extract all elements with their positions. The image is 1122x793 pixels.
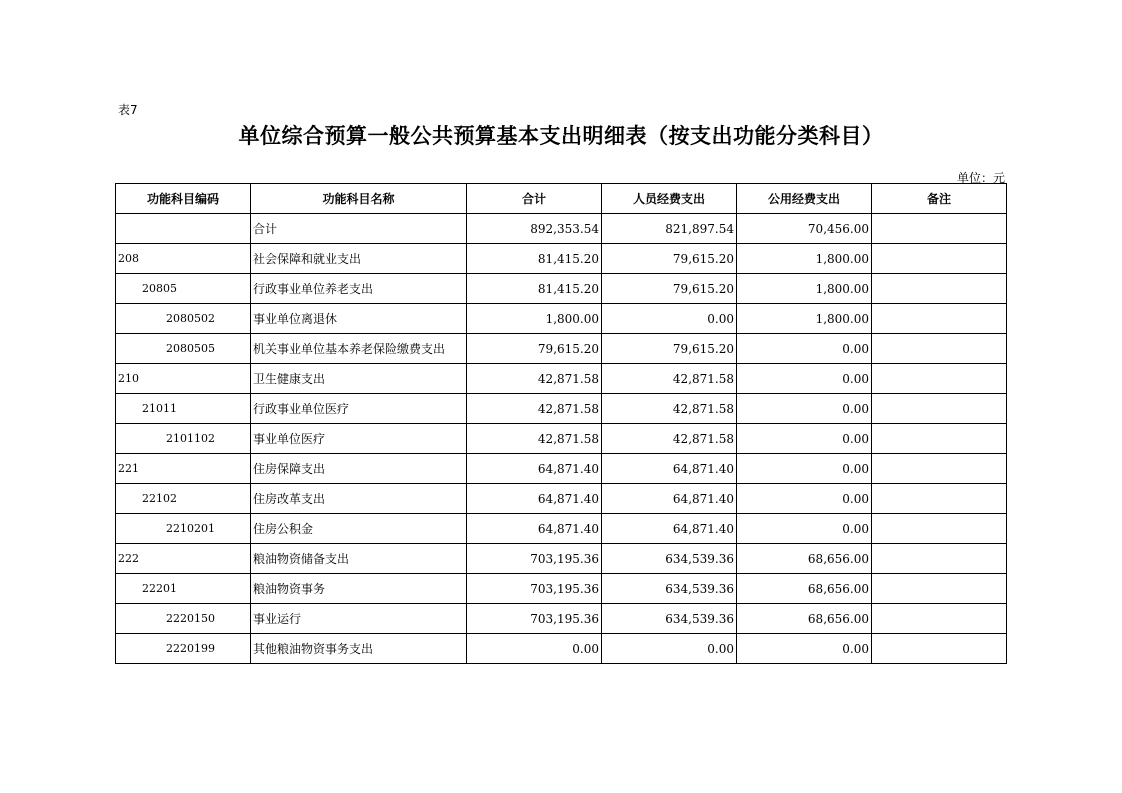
public-cell: 0.00 bbox=[737, 454, 872, 484]
code-cell: 2210201 bbox=[116, 514, 251, 544]
name-cell: 住房改革支出 bbox=[251, 484, 467, 514]
table-row bbox=[116, 364, 1007, 394]
personnel-cell: 821,897.54 bbox=[602, 214, 737, 244]
code-cell: 22201 bbox=[116, 574, 251, 604]
public-cell: 68,656.00 bbox=[737, 544, 872, 574]
note-cell bbox=[872, 514, 1007, 544]
table-row bbox=[116, 634, 1007, 664]
total-cell: 703,195.36 bbox=[467, 544, 602, 574]
name-cell: 合计 bbox=[251, 214, 467, 244]
public-cell: 1,800.00 bbox=[737, 244, 872, 274]
public-cell: 68,656.00 bbox=[737, 604, 872, 634]
public-cell: 1,800.00 bbox=[737, 274, 872, 304]
public-cell: 0.00 bbox=[737, 424, 872, 454]
table-row bbox=[116, 274, 1007, 304]
note-cell bbox=[872, 604, 1007, 634]
header-name: 功能科目名称 bbox=[251, 184, 467, 214]
note-cell bbox=[872, 334, 1007, 364]
header-note: 备注 bbox=[872, 184, 1007, 214]
note-cell bbox=[872, 484, 1007, 514]
personnel-cell: 64,871.40 bbox=[602, 514, 737, 544]
personnel-cell: 64,871.40 bbox=[602, 454, 737, 484]
note-cell bbox=[872, 304, 1007, 334]
total-cell: 79,615.20 bbox=[467, 334, 602, 364]
code-cell: 2080502 bbox=[116, 304, 251, 334]
public-cell: 0.00 bbox=[737, 484, 872, 514]
total-cell: 81,415.20 bbox=[467, 244, 602, 274]
personnel-cell: 634,539.36 bbox=[602, 574, 737, 604]
table-body bbox=[116, 214, 1007, 664]
table-row bbox=[116, 214, 1007, 244]
header-code: 功能科目编码 bbox=[116, 184, 251, 214]
code-cell: 21011 bbox=[116, 394, 251, 424]
note-cell bbox=[872, 424, 1007, 454]
total-cell: 892,353.54 bbox=[467, 214, 602, 244]
header-row bbox=[116, 184, 1007, 214]
name-cell: 社会保障和就业支出 bbox=[251, 244, 467, 274]
note-cell bbox=[872, 574, 1007, 604]
note-cell bbox=[872, 244, 1007, 274]
code-cell: 210 bbox=[116, 364, 251, 394]
personnel-cell: 42,871.58 bbox=[602, 364, 737, 394]
header-personnel: 人员经费支出 bbox=[602, 184, 737, 214]
name-cell: 行政事业单位养老支出 bbox=[251, 274, 467, 304]
total-cell: 1,800.00 bbox=[467, 304, 602, 334]
note-cell bbox=[872, 214, 1007, 244]
header-public: 公用经费支出 bbox=[737, 184, 872, 214]
code-cell: 2220150 bbox=[116, 604, 251, 634]
total-cell: 703,195.36 bbox=[467, 574, 602, 604]
code-cell: 208 bbox=[116, 244, 251, 274]
code-cell: 2101102 bbox=[116, 424, 251, 454]
public-cell: 70,456.00 bbox=[737, 214, 872, 244]
name-cell: 事业单位医疗 bbox=[251, 424, 467, 454]
total-cell: 64,871.40 bbox=[467, 454, 602, 484]
code-cell: 222 bbox=[116, 544, 251, 574]
name-cell: 住房保障支出 bbox=[251, 454, 467, 484]
code-cell: 22102 bbox=[116, 484, 251, 514]
name-cell: 行政事业单位医疗 bbox=[251, 394, 467, 424]
name-cell: 事业单位离退休 bbox=[251, 304, 467, 334]
total-cell: 42,871.58 bbox=[467, 364, 602, 394]
note-cell bbox=[872, 364, 1007, 394]
personnel-cell: 42,871.58 bbox=[602, 424, 737, 454]
code-cell: 2080505 bbox=[116, 334, 251, 364]
expenditure-table bbox=[115, 183, 1007, 664]
table-row bbox=[116, 484, 1007, 514]
note-cell bbox=[872, 394, 1007, 424]
table-row bbox=[116, 244, 1007, 274]
table-row bbox=[116, 394, 1007, 424]
table-row bbox=[116, 334, 1007, 364]
total-cell: 703,195.36 bbox=[467, 604, 602, 634]
total-cell: 42,871.58 bbox=[467, 424, 602, 454]
public-cell: 0.00 bbox=[737, 634, 872, 664]
note-cell bbox=[872, 274, 1007, 304]
name-cell: 卫生健康支出 bbox=[251, 364, 467, 394]
personnel-cell: 0.00 bbox=[602, 304, 737, 334]
personnel-cell: 634,539.36 bbox=[602, 544, 737, 574]
personnel-cell: 79,615.20 bbox=[602, 244, 737, 274]
page-title: 单位综合预算一般公共预算基本支出明细表（按支出功能分类科目） bbox=[238, 124, 884, 148]
name-cell: 住房公积金 bbox=[251, 514, 467, 544]
name-cell: 事业运行 bbox=[251, 604, 467, 634]
table-number: 表7 bbox=[118, 103, 138, 117]
code-cell bbox=[116, 214, 251, 244]
total-cell: 64,871.40 bbox=[467, 514, 602, 544]
personnel-cell: 79,615.20 bbox=[602, 274, 737, 304]
public-cell: 0.00 bbox=[737, 364, 872, 394]
total-cell: 81,415.20 bbox=[467, 274, 602, 304]
code-cell: 221 bbox=[116, 454, 251, 484]
table-row bbox=[116, 604, 1007, 634]
table-row bbox=[116, 304, 1007, 334]
name-cell: 机关事业单位基本养老保险缴费支出 bbox=[251, 334, 467, 364]
total-cell: 42,871.58 bbox=[467, 394, 602, 424]
public-cell: 1,800.00 bbox=[737, 304, 872, 334]
public-cell: 68,656.00 bbox=[737, 574, 872, 604]
code-cell: 2220199 bbox=[116, 634, 251, 664]
name-cell: 粮油物资储备支出 bbox=[251, 544, 467, 574]
unit-label: 单位：元 bbox=[956, 171, 1005, 185]
table-row bbox=[116, 514, 1007, 544]
public-cell: 0.00 bbox=[737, 334, 872, 364]
personnel-cell: 79,615.20 bbox=[602, 334, 737, 364]
code-cell: 20805 bbox=[116, 274, 251, 304]
public-cell: 0.00 bbox=[737, 394, 872, 424]
header-total: 合计 bbox=[467, 184, 602, 214]
note-cell bbox=[872, 634, 1007, 664]
note-cell bbox=[872, 544, 1007, 574]
total-cell: 64,871.40 bbox=[467, 484, 602, 514]
name-cell: 粮油物资事务 bbox=[251, 574, 467, 604]
note-cell bbox=[872, 454, 1007, 484]
public-cell: 0.00 bbox=[737, 514, 872, 544]
personnel-cell: 64,871.40 bbox=[602, 484, 737, 514]
total-cell: 0.00 bbox=[467, 634, 602, 664]
personnel-cell: 634,539.36 bbox=[602, 604, 737, 634]
table-row bbox=[116, 544, 1007, 574]
name-cell: 其他粮油物资事务支出 bbox=[251, 634, 467, 664]
table-row bbox=[116, 424, 1007, 454]
table-row bbox=[116, 454, 1007, 484]
table-row bbox=[116, 574, 1007, 604]
personnel-cell: 0.00 bbox=[602, 634, 737, 664]
personnel-cell: 42,871.58 bbox=[602, 394, 737, 424]
